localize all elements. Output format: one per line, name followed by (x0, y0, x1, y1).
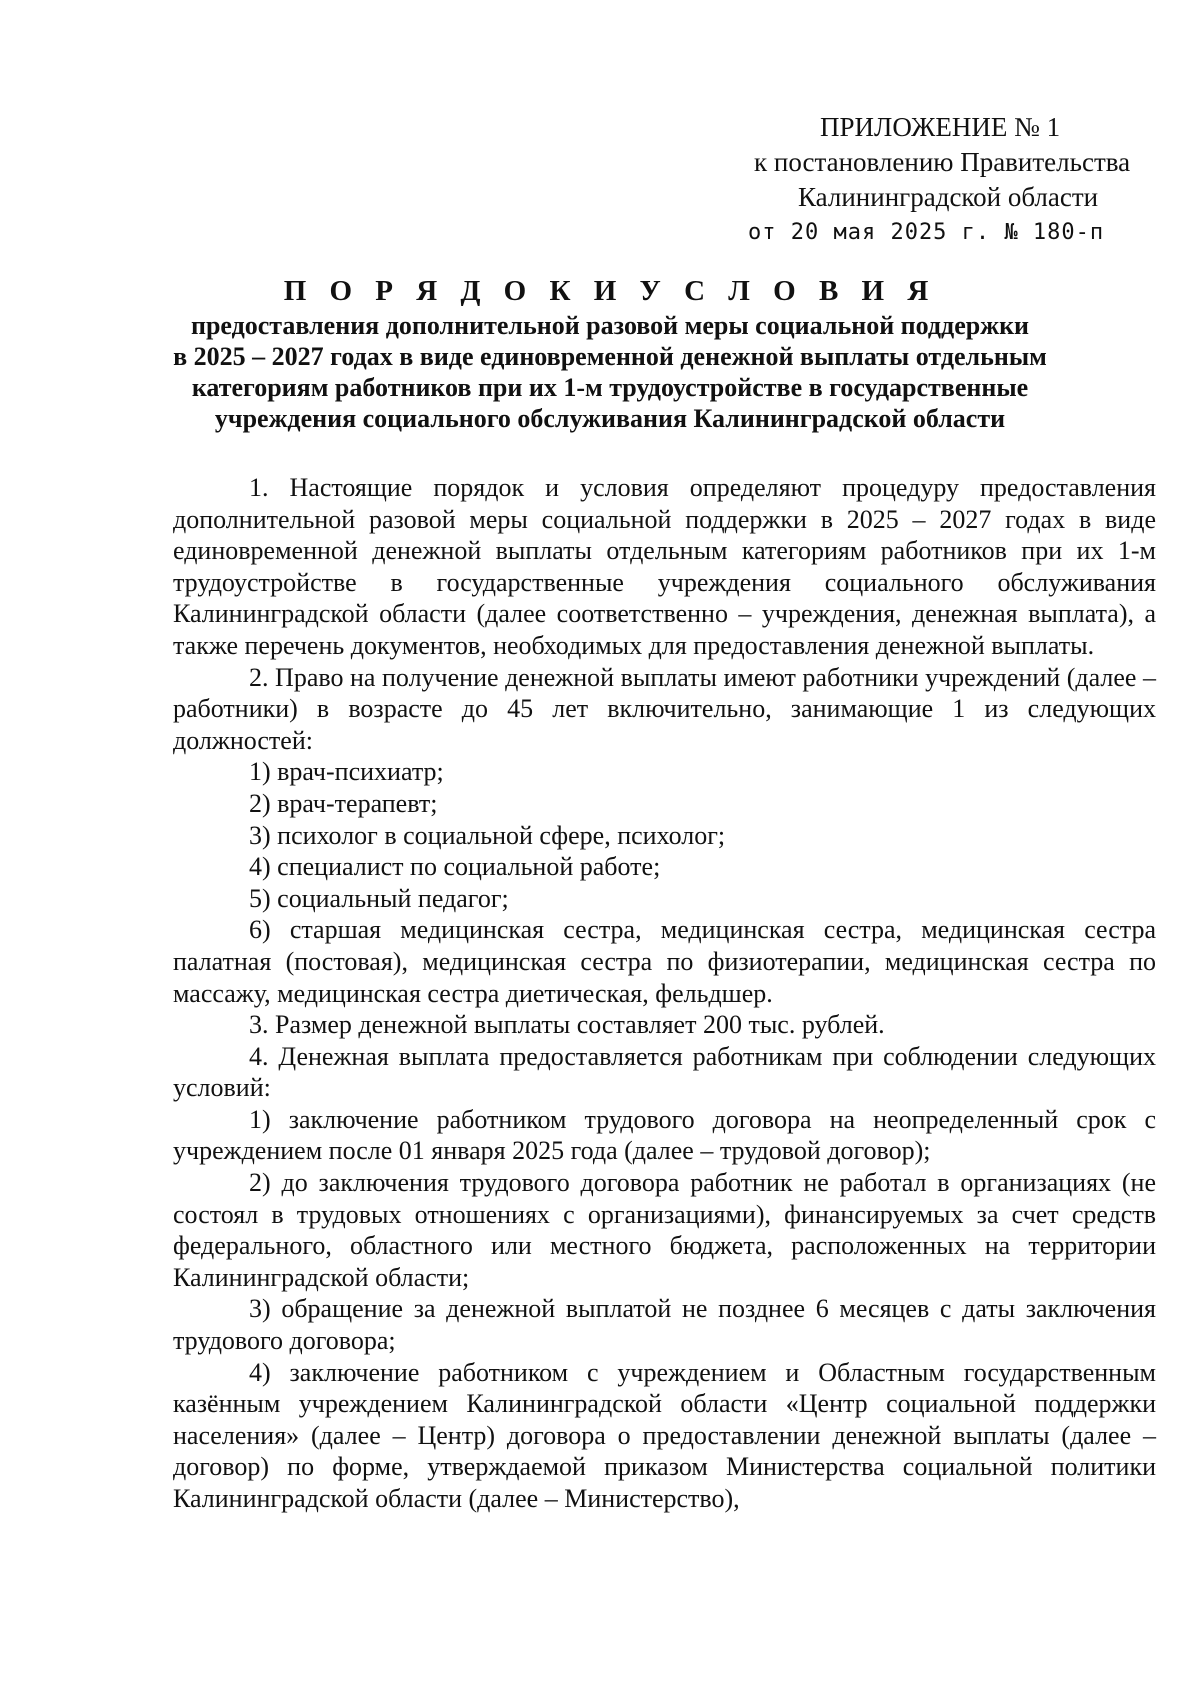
list-item: 4) заключение работником с учреждением и Областным государственным казённым учреждением Калининградской области «Центр социальной поддержки населения» (далее – Центр) договора о предоставлении денежной выплаты (далее – договор) по форме, утверждаемой приказом Министерства социальной политики Калининградской области (далее – Министерство), (173, 1357, 1156, 1513)
paragraph: 3. Размер денежной выплаты составляет 200 тыс. рублей. (249, 1010, 885, 1040)
list-item: 3) психолог в социальной сфере, психолог; (249, 820, 726, 850)
document-body (173, 472, 1156, 1515)
list-item: 5) социальный педагог; (249, 883, 509, 913)
list-item: 2) врач-терапевт; (249, 788, 438, 818)
list-item: 1) врач-психиатр; (249, 757, 444, 787)
list-item: 2) до заключения трудового договора работник не работал в организациях (не состоял в трудовых отношениях с организациями), финансируемых за счет средств федерального, областного или местного бюджета, расположенных на территории Калининградской области; (173, 1168, 1156, 1292)
list-item: 1) заключение работником трудового договора на неопределенный срок с учреждением после 01 января 2025 года (далее – трудовой договор); (173, 1104, 1156, 1166)
appendix-region: Калининградской области (798, 182, 1099, 212)
document-subtitle-line: категориям работников при их 1-м трудоустройстве в государственные (191, 373, 1029, 402)
document-subtitle-line: предоставления дополнительной разовой меры социальной поддержки (190, 311, 1030, 340)
document-subtitle-line: в 2025 – 2027 годах в виде единовременной денежной выплаты отдельным (173, 342, 1047, 371)
paragraph: 2. Право на получение денежной выплаты имеют работники учреждений (далее – работники) в возрасте до 45 лет включительно, занимающие 1 из следующих должностей: (173, 662, 1156, 755)
document-title: П О Р Я Д О К И У С Л О В И Я (283, 275, 937, 307)
paragraph: 1. Настоящие порядок и условия определяют процедуру предоставления дополнительной разовой меры социальной поддержки в 2025 – 2027 годах в виде единовременной денежной выплаты отдельным категориям работников при их 1-м трудоустройстве в государственные учреждения социального обслуживания Калининградской области (далее соответственно – учреждения, денежная выплата), а также перечень документов, необходимых для предоставления денежной выплаты. (173, 473, 1156, 660)
document-subtitle-line: учреждения социального обслуживания Калининградской области (214, 404, 1006, 433)
list-item: 4) специалист по социальной работе; (249, 852, 661, 882)
appendix-reference: к постановлению Правительства (754, 147, 1131, 177)
document-heading (160, 272, 1060, 434)
appendix-date: от 20 мая 2025 г. № 180-п (748, 220, 1105, 245)
list-item: 3) обращение за денежной выплатой не позднее 6 месяцев с даты заключения трудового договора; (173, 1294, 1156, 1356)
list-item: 6) старшая медицинская сестра, медицинская сестра, медицинская сестра палатная (постовая), медицинская сестра по физиотерапии, медицинская сестра по массажу, медицинская сестра диетическая, фельдшер. (173, 915, 1156, 1008)
paragraph: 4. Денежная выплата предоставляется работникам при соблюдении следующих условий: (173, 1041, 1156, 1103)
appendix-number: ПРИЛОЖЕНИЕ № 1 (820, 112, 1061, 142)
appendix-block (740, 110, 1150, 250)
